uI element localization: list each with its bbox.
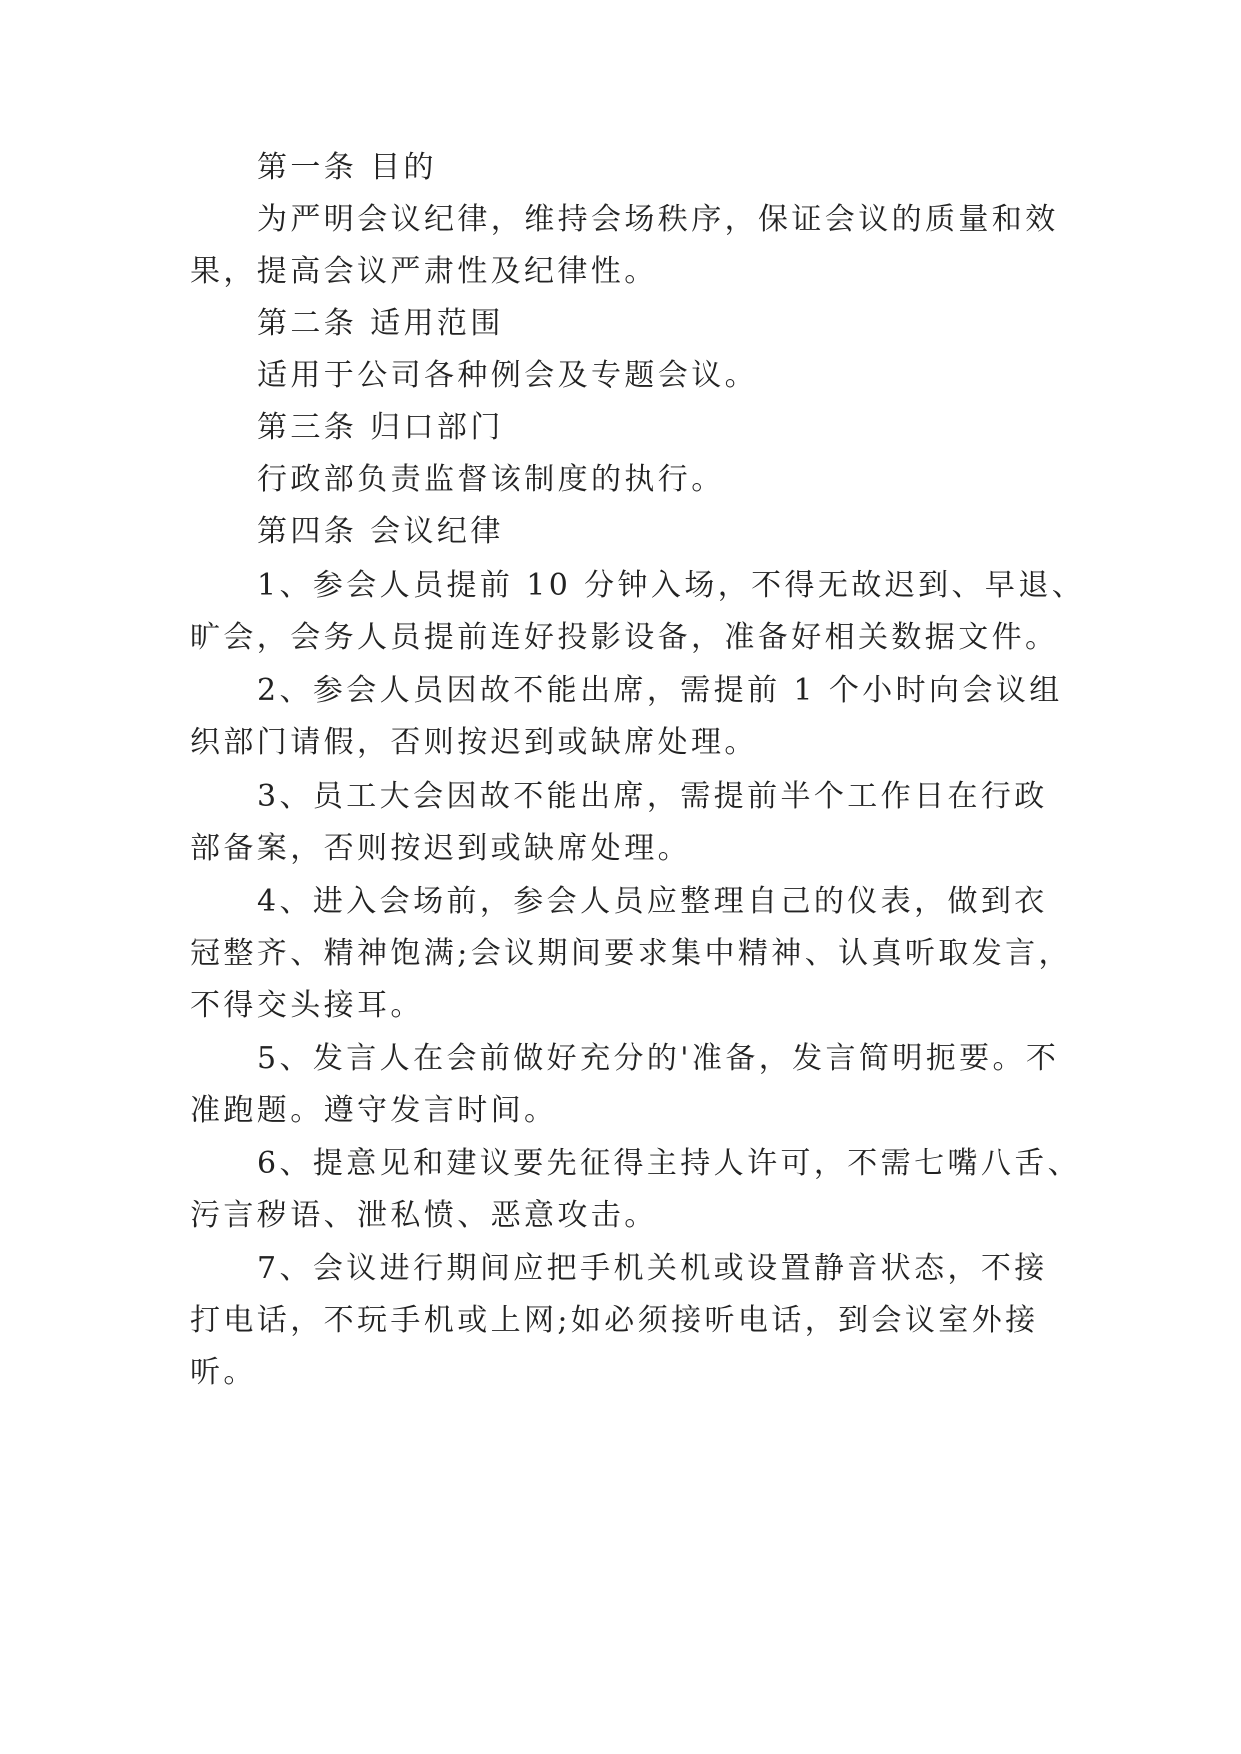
rule-5-line-1: 5、发言人在会前做好充分的'准备，发言简明扼要。不 [257,1041,1060,1076]
rule-7-line-2: 打电话，不玩手机或上网;如必须接听电话，到会议室外接 [190,1303,1039,1338]
rule-4-line-3: 不得交头接耳。 [190,988,424,1023]
article-2-text-line-1: 适用于公司各种例会及专题会议。 [257,358,758,393]
article-3-text-line-1: 行政部负责监督该制度的执行。 [257,462,725,497]
article-1-text-line-2: 果，提高会议严肃性及纪律性。 [190,254,658,289]
rule-6-line-1: 6、提意见和建议要先征得主持人许可，不需七嘴八舌、 [257,1146,1082,1181]
rule-3-line-2: 部备案，否则按迟到或缺席处理。 [190,831,691,866]
article-1-heading: 第一条 目的 [257,150,437,185]
rule-3-line-1: 3、员工大会因故不能出席，需提前半个工作日在行政 [257,779,1048,814]
rule-5-line-2: 准跑题。遵守发言时间。 [190,1093,558,1128]
article-1-text-line-1: 为严明会议纪律，维持会场秩序，保证会议的质量和效 [257,202,1059,237]
rule-1-line-1: 1、参会人员提前 10 分钟入场，不得无故迟到、早退、 [257,568,1086,603]
rule-7-line-3: 听。 [190,1355,257,1390]
rule-4-line-1: 4、进入会场前，参会人员应整理自己的仪表，做到衣 [257,884,1048,919]
article-2-heading: 第二条 适用范围 [257,306,504,341]
article-3-heading: 第三条 归口部门 [257,410,504,445]
rule-6-line-2: 污言秽语、泄私愤、恶意攻击。 [190,1198,658,1233]
rule-2-line-2: 织部门请假，否则按迟到或缺席处理。 [190,725,758,760]
rule-1-line-2: 旷会，会务人员提前连好投影设备，准备好相关数据文件。 [190,620,1059,655]
rule-7-line-1: 7、会议进行期间应把手机关机或设置静音状态，不接 [257,1251,1048,1286]
article-4-heading: 第四条 会议纪律 [257,514,504,549]
rule-4-line-2: 冠整齐、精神饱满;会议期间要求集中精神、认真听取发言， [190,936,1072,971]
rule-2-line-1: 2、参会人员因故不能出席，需提前 1 个小时向会议组 [257,673,1063,708]
